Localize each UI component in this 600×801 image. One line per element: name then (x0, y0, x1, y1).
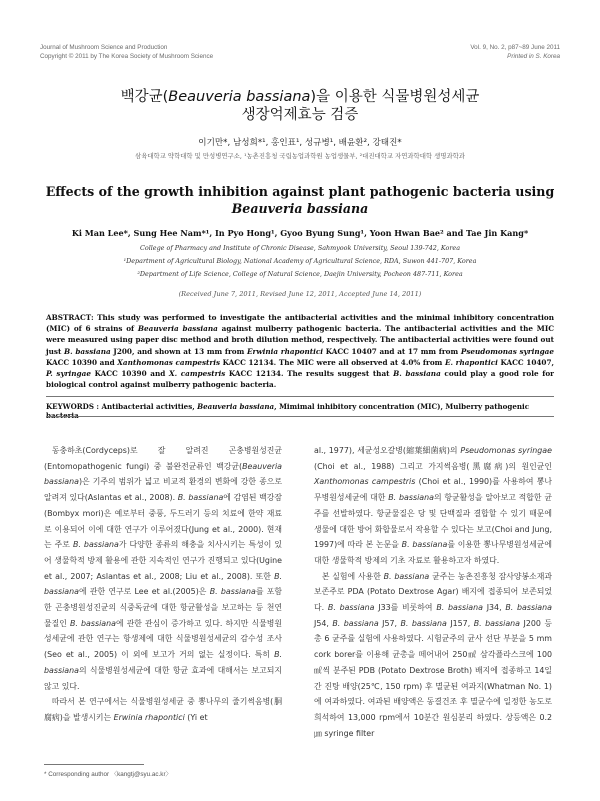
keywords: KEYWORDS : Antibacterial activities, Beauveria bassiana, Mimimal inhibitory concentration (MIC), Mulberry pathogenic bacteria (46, 402, 530, 420)
english-authors: Ki Man Lee*, Sung Hee Nam*¹, In Pyo Hong¹, Gyoo Byung Sung¹, Yoon Hwan Bae² and Tae Jin Kang* (71, 228, 529, 238)
issue-header (470, 44, 560, 61)
paragraph: 본 실험에 사용한 B. bassiana 균주는 농촌진흥청 잠사양봉소재과 보존주로 PDA (Potato Dextrose Agar) 배지에 접종되어 보존되었다. B. bassiana J33를 비롯하여 B. bassiana J34, B. bassiana J54, B. bassiana J57, B. bassiana J157, B. bassiana J200 등 총 6 균주를 실험에 사용하였다. 시험균주의 균사 선단 부분을 5 mm cork borer를 이용해 균총을 떼어내어 250㎖ 삼각플라스크에 100㎖씩 분주된 PDB (Potato Dextrose Broth) 배지에 접종하고 14일간 진탕 배양(25℃, 150 rpm) 후 멸균된 여과지(Whatman No. 1)에 여과하였다. 여과된 배양액은 동결건조 후 멸균수에 일정한 농도로 희석하여 13,000 rpm에서 10분간 원심분리 하였다. 상등액은 0.2㎛ syringe filter (314, 571, 552, 738)
english-affiliations: College of Pharmacy and Institute of Chronic Disease, Sahmyook University, Seoul 139-742, Korea ¹Department of Agricultural Biology, National Academy of Agricultural Science, RDA, Suwon 441-707, Korea ²Department of Life Science, College of Natural Science, Daejin University, Pocheon 487-711, Korea (123, 244, 477, 278)
divider-bottom (46, 416, 554, 417)
journal-header (40, 44, 213, 61)
english-title: Effects of the growth inhibition against plant pathogenic bacteria using Beauveria bassiana (45, 184, 555, 216)
body-column-left (44, 443, 282, 726)
received-dates: (Received June 7, 2011, Revised June 12, 2011, Accepted June 14, 2011) (178, 290, 422, 298)
korean-affiliations: 삼육대학교 약학대학 및 만성병연구소, ¹농촌진흥청 국립농업과학원 농업생물부, ²대진대학교 자연과학대학 생명과학과 (135, 152, 465, 160)
printed-line: Printed in S. Korea (507, 52, 560, 60)
body-column-right (314, 443, 552, 741)
corresponding-author-footnote: * Corresponding author 〈kangtj@syu.ac.kr〉 (44, 771, 172, 778)
journal-name: Journal of Mushroom Science and Production (40, 44, 168, 51)
paragraph: al., 1977), 세균성오갈병(縮葉細菌病)의 Pseudomonas syringae (Choi et al., 1988) 그리고 가지썩음병(黑腐病)의 원인균인 Xanthomonas campestris (Choi et al., 1990)를 사용하여 뽕나무병원성세균에 대한 B. bassiana의 항균활성을 알아보고 적합한 균주를 선발하였다. 항균물질은 당 및 단백질과 결합할 수 있기 때문에 생물에 대한 방어 화합물로서 작용할 수 있다는 보고(Choi and Jung, 1997)에 따라 본 논문을 B. bassiana를 이용한 뽕나무병원성세균에 대한 생물학적 방제의 기초 자료로 활용하고자 하였다. (314, 446, 552, 565)
paragraph: 따라서 본 연구에서는 식물병원성세균 중 뽕나무의 줄기썩음병(胴腐病)을 발생시키는 Erwinia rhapontici (Yi et (44, 697, 282, 722)
paragraph: 동충하초(Cordyceps)로 잘 알려진 곤충병원성진균 (Entomopathogenic fungi) 중 불완전균류인 백강균(Beauveria bassiana)은 기주의 범위가 넓고 비교적 환경의 변화에 강한 종으로 알려져 있다(Aslantas et al., 2008). B. bassiana에 감염된 백강잠(Bombyx mori)은 예로부터 중풍, 두드러기 등의 치료에 한약 재료로 이용되어 이에 대한 연구가 이루어졌다(Jung et al., 2000). 현재는 주로 B. bassiana가 다양한 종류의 해충을 치사시키는 특성이 있어 생물학적 방제 활용에 관한 지속적인 연구가 진행되고 있다(Ugine et al., 2007; Aslantas et al., 2008; Liu et al., 2008). 또한 B. bassiana에 관한 연구로 Lee et al.(2005)은 B. bassiana를 포함한 곤충병원성진균의 식중독균에 대한 항균활성을 보고하는 등 천연물질인 B. bassiana에 관한 관심이 증가하고 있다. 하지만 식물병원성세균에 관한 연구는 항생제에 대한 식물병원성세균의 감수성 조사(Seo et al., 2005) 이 외에 보고가 거의 없는 실정이다. 특히 B. bassiana의 식물병원성세균에 대한 항균 효과에 대해서는 보고되지 않고 있다. (44, 446, 282, 691)
korean-title: 백강균(Beauveria bassiana)을 이용한 식물병원성세균 생장억제효능 검증 (120, 89, 480, 123)
volume-line: Vol. 9, No. 2, p87~89 June 2011 (470, 44, 560, 51)
divider-top (46, 396, 554, 397)
footnote-rule (44, 764, 144, 765)
abstract: ABSTRACT: This study was performed to investigate the antibacterial activities and the minimal inhibitory concentration (MIC) of 6 strains of Beauveria bassiana against mulberry pathogenic bacteria. The antibacterial activities and the MIC were measured using paper disc method and broth dilution method, respectively. The antibacterial activities were found out just B. bassiana J200, and shown at 13 mm from Erwinia rhapontici KACC 10407 and at 17 mm from Pseudomonas syringae KACC 10390 and Xanthomonas campestris KACC 12134. The MIC were all observed at 4.0% from E. rhapontici KACC 10407, P. syringae KACC 10390 and X. campestris KACC 12134. The results suggest that B. bassiana could play a good role for biological control against mulberry pathogenic bacteria. (46, 313, 555, 390)
copyright-line: Copyright © 2011 by The Korea Society of Mushroom Science (40, 52, 214, 60)
korean-authors: 이기만*, 남성희*¹, 홍인표¹, 성규병¹, 배윤환², 강태진* (198, 138, 402, 148)
